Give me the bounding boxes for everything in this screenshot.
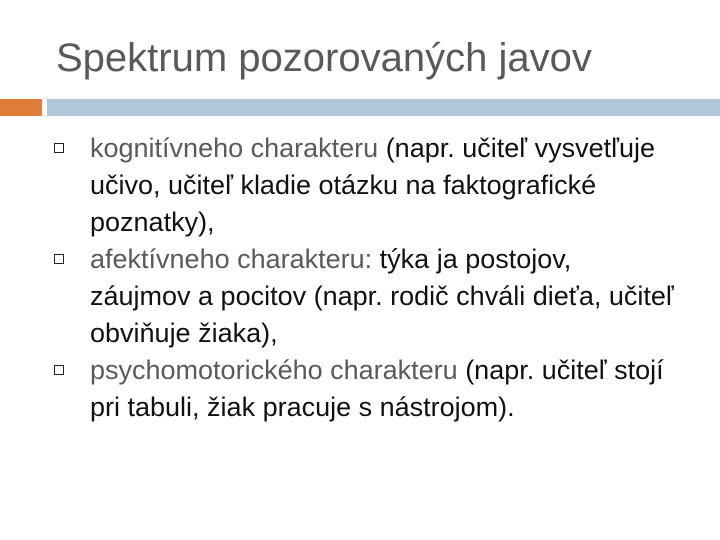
square-bullet-icon [54, 254, 64, 264]
bullet-text: (napr. učiteľ vysvetľuje učivo, učiteľ kladie otázku na faktografické poznatky), [90, 133, 656, 237]
title-accent-bar-blue [47, 99, 720, 116]
bullet-list [54, 130, 674, 426]
title-accent-bar-orange [0, 99, 42, 116]
square-bullet-icon [54, 143, 64, 153]
bullet-text: týka ja postojov, záujmov a pocitov (napr. rodič chváli dieťa, učiteľ obviňuje žiaka), [90, 244, 674, 348]
bullet-text: (napr. učiteľ stojí pri tabuli, žiak pracuje s nástrojom). [90, 355, 664, 422]
bullet-term: kognitívneho charakteru [90, 133, 379, 163]
slide-title: Spektrum pozorovaných javov [56, 36, 592, 80]
bullet-item-psychomotor [54, 352, 674, 426]
bullet-term: psychomotorického charakteru [90, 355, 458, 385]
bullet-item-cognitive [54, 130, 674, 241]
bullet-item-affective [54, 241, 674, 352]
bullet-term: afektívneho charakteru: [90, 244, 373, 274]
square-bullet-icon [54, 365, 64, 375]
